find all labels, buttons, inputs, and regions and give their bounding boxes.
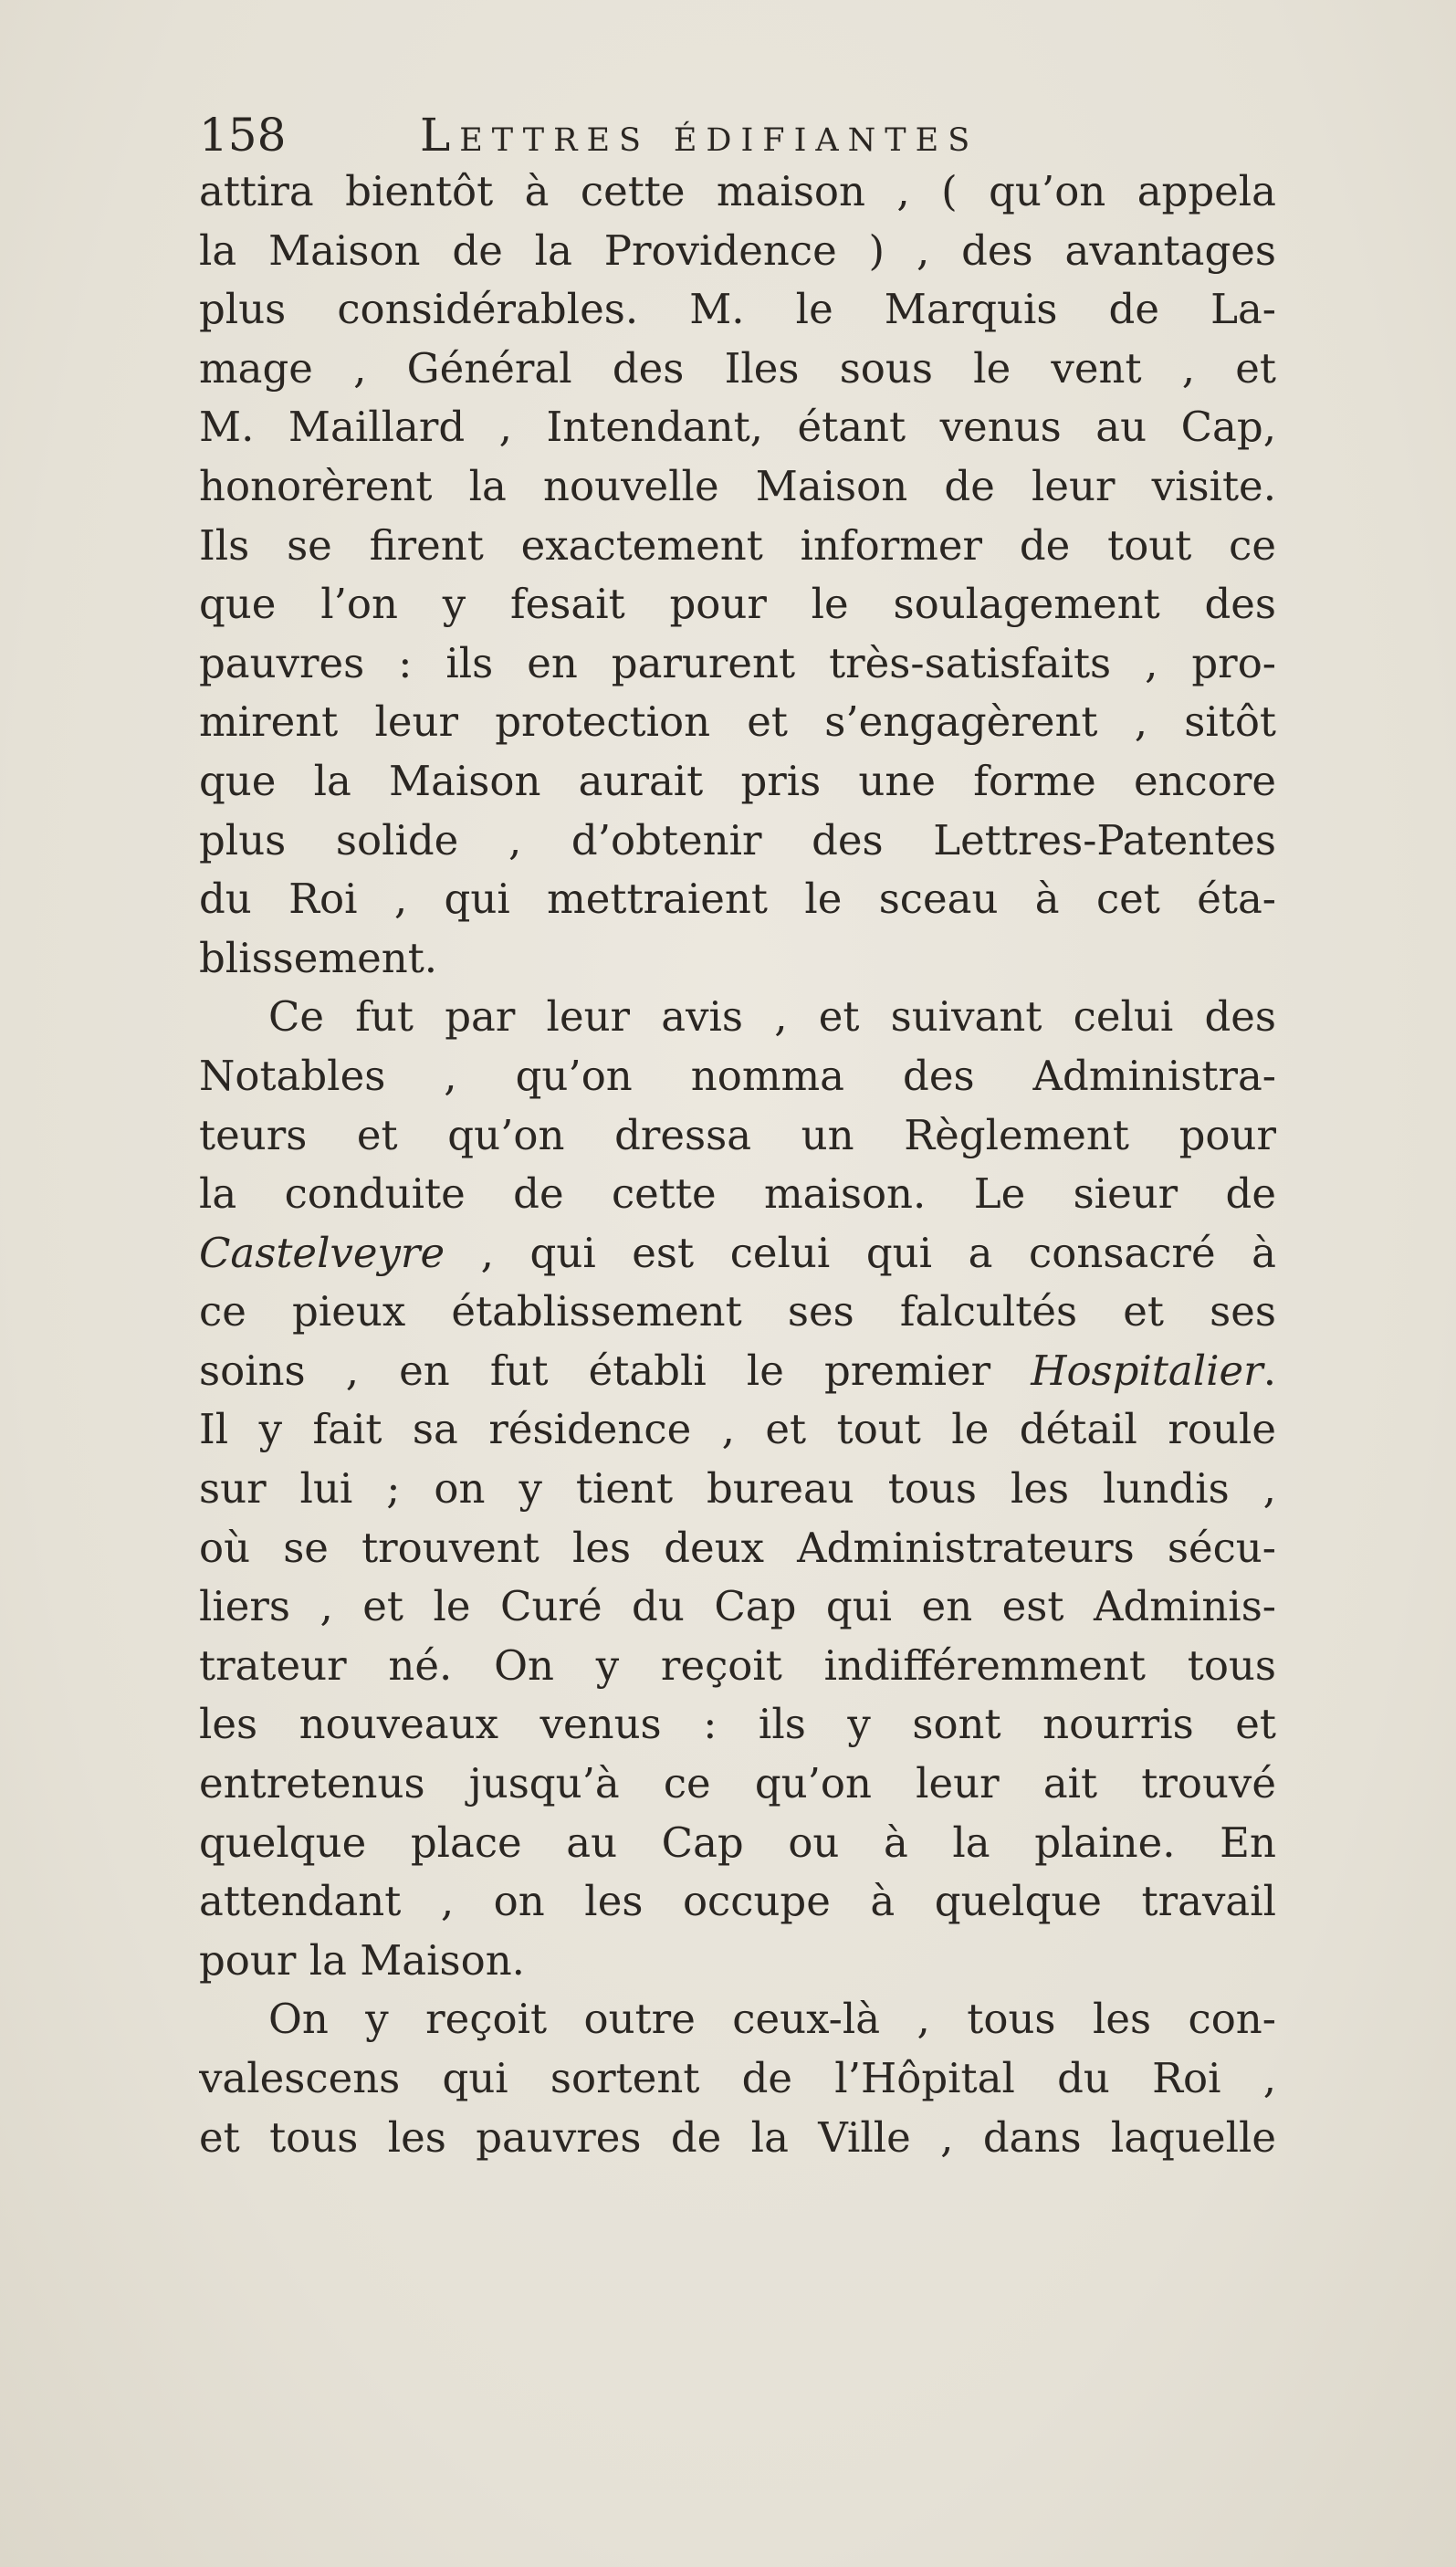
text-line: où se trouvent les deux Administrateurs sécu- [199, 1523, 1276, 1572]
page-header [199, 99, 1276, 172]
text-line: liers , et le Curé du Cap qui en est Adminis- [199, 1582, 1276, 1631]
text-line: ce pieux établissement ses falcultés et ses [199, 1287, 1276, 1336]
text-line: la conduite de cette maison. Le sieur de [199, 1169, 1276, 1219]
text-line: quelque place au Cap ou à la plaine. En [199, 1818, 1276, 1867]
text-line: soins , en fut établi le premier Hospitalier. [199, 1346, 1276, 1395]
text-line: blissement. [199, 933, 438, 982]
text-line: que la Maison aurait pris une forme encore [199, 756, 1276, 805]
italic-name: Castelveyre [199, 1228, 445, 1277]
italic-title: Hospitalier [1031, 1346, 1263, 1395]
text-line: du Roi , qui mettraient le sceau à cet éta- [199, 875, 1276, 924]
text-line: les nouveaux venus : ils y sont nourris et [199, 1700, 1276, 1749]
text-line: la Maison de la Providence ) , des avantages [199, 225, 1276, 275]
text-line: mage , Général des Iles sous le vent , et [199, 343, 1276, 393]
text-line: Ils se firent exactement informer de tout ce [199, 520, 1276, 570]
text-line: plus solide , d’obtenir des Lettres-Patentes [199, 815, 1276, 864]
text-line: et tous les pauvres de la Ville , dans laquelle [199, 2112, 1276, 2162]
text-line: sur lui ; on y tient bureau tous les lundis , [199, 1464, 1276, 1514]
page-number: 158 [199, 109, 287, 162]
text-line: trateur né. On y reçoit indifféremment tous [199, 1640, 1276, 1690]
text-line: plus considérables. M. le Marquis de La- [199, 285, 1276, 334]
text-line: pauvres : ils en parurent très-satisfaits , pro- [199, 638, 1276, 687]
text-line: Il y fait sa résidence , et tout le détail roule [199, 1405, 1276, 1454]
text-line: valescens qui sortent de l’Hôpital du Roi , [199, 2054, 1276, 2102]
paragraph-start-line: Ce fut par leur avis , et suivant celui des [268, 992, 1276, 1042]
text-line: pour la Maison. [199, 1935, 525, 1985]
text-line: attendant , on les occupe à quelque travail [199, 1877, 1276, 1926]
text-line: M. Maillard , Intendant, étant venus au Cap, [199, 403, 1276, 452]
text-line: que l’on y fesait pour le soulagement des [199, 580, 1276, 629]
body-text [199, 162, 1276, 2167]
text-line: teurs et qu’on dressa un Règlement pour [199, 1110, 1276, 1159]
text-line: honorèrent la nouvelle Maison de leur visite. [199, 461, 1276, 510]
running-title: Lettres édifiantes [420, 109, 979, 162]
text-line: attira bientôt à cette maison , ( qu’on appela [199, 167, 1276, 215]
paragraph-start-line: On y reçoit outre ceux-là , tous les con- [268, 1995, 1276, 2044]
text-line: mirent leur protection et s’engagèrent , sitôt [199, 697, 1276, 747]
text-line: Castelveyre , qui est celui qui a consacré à [199, 1228, 1276, 1277]
text-line: Notables , qu’on nomma des Administra- [199, 1051, 1276, 1100]
text-line: entretenus jusqu’à ce qu’on leur ait trouvé [199, 1759, 1276, 1808]
